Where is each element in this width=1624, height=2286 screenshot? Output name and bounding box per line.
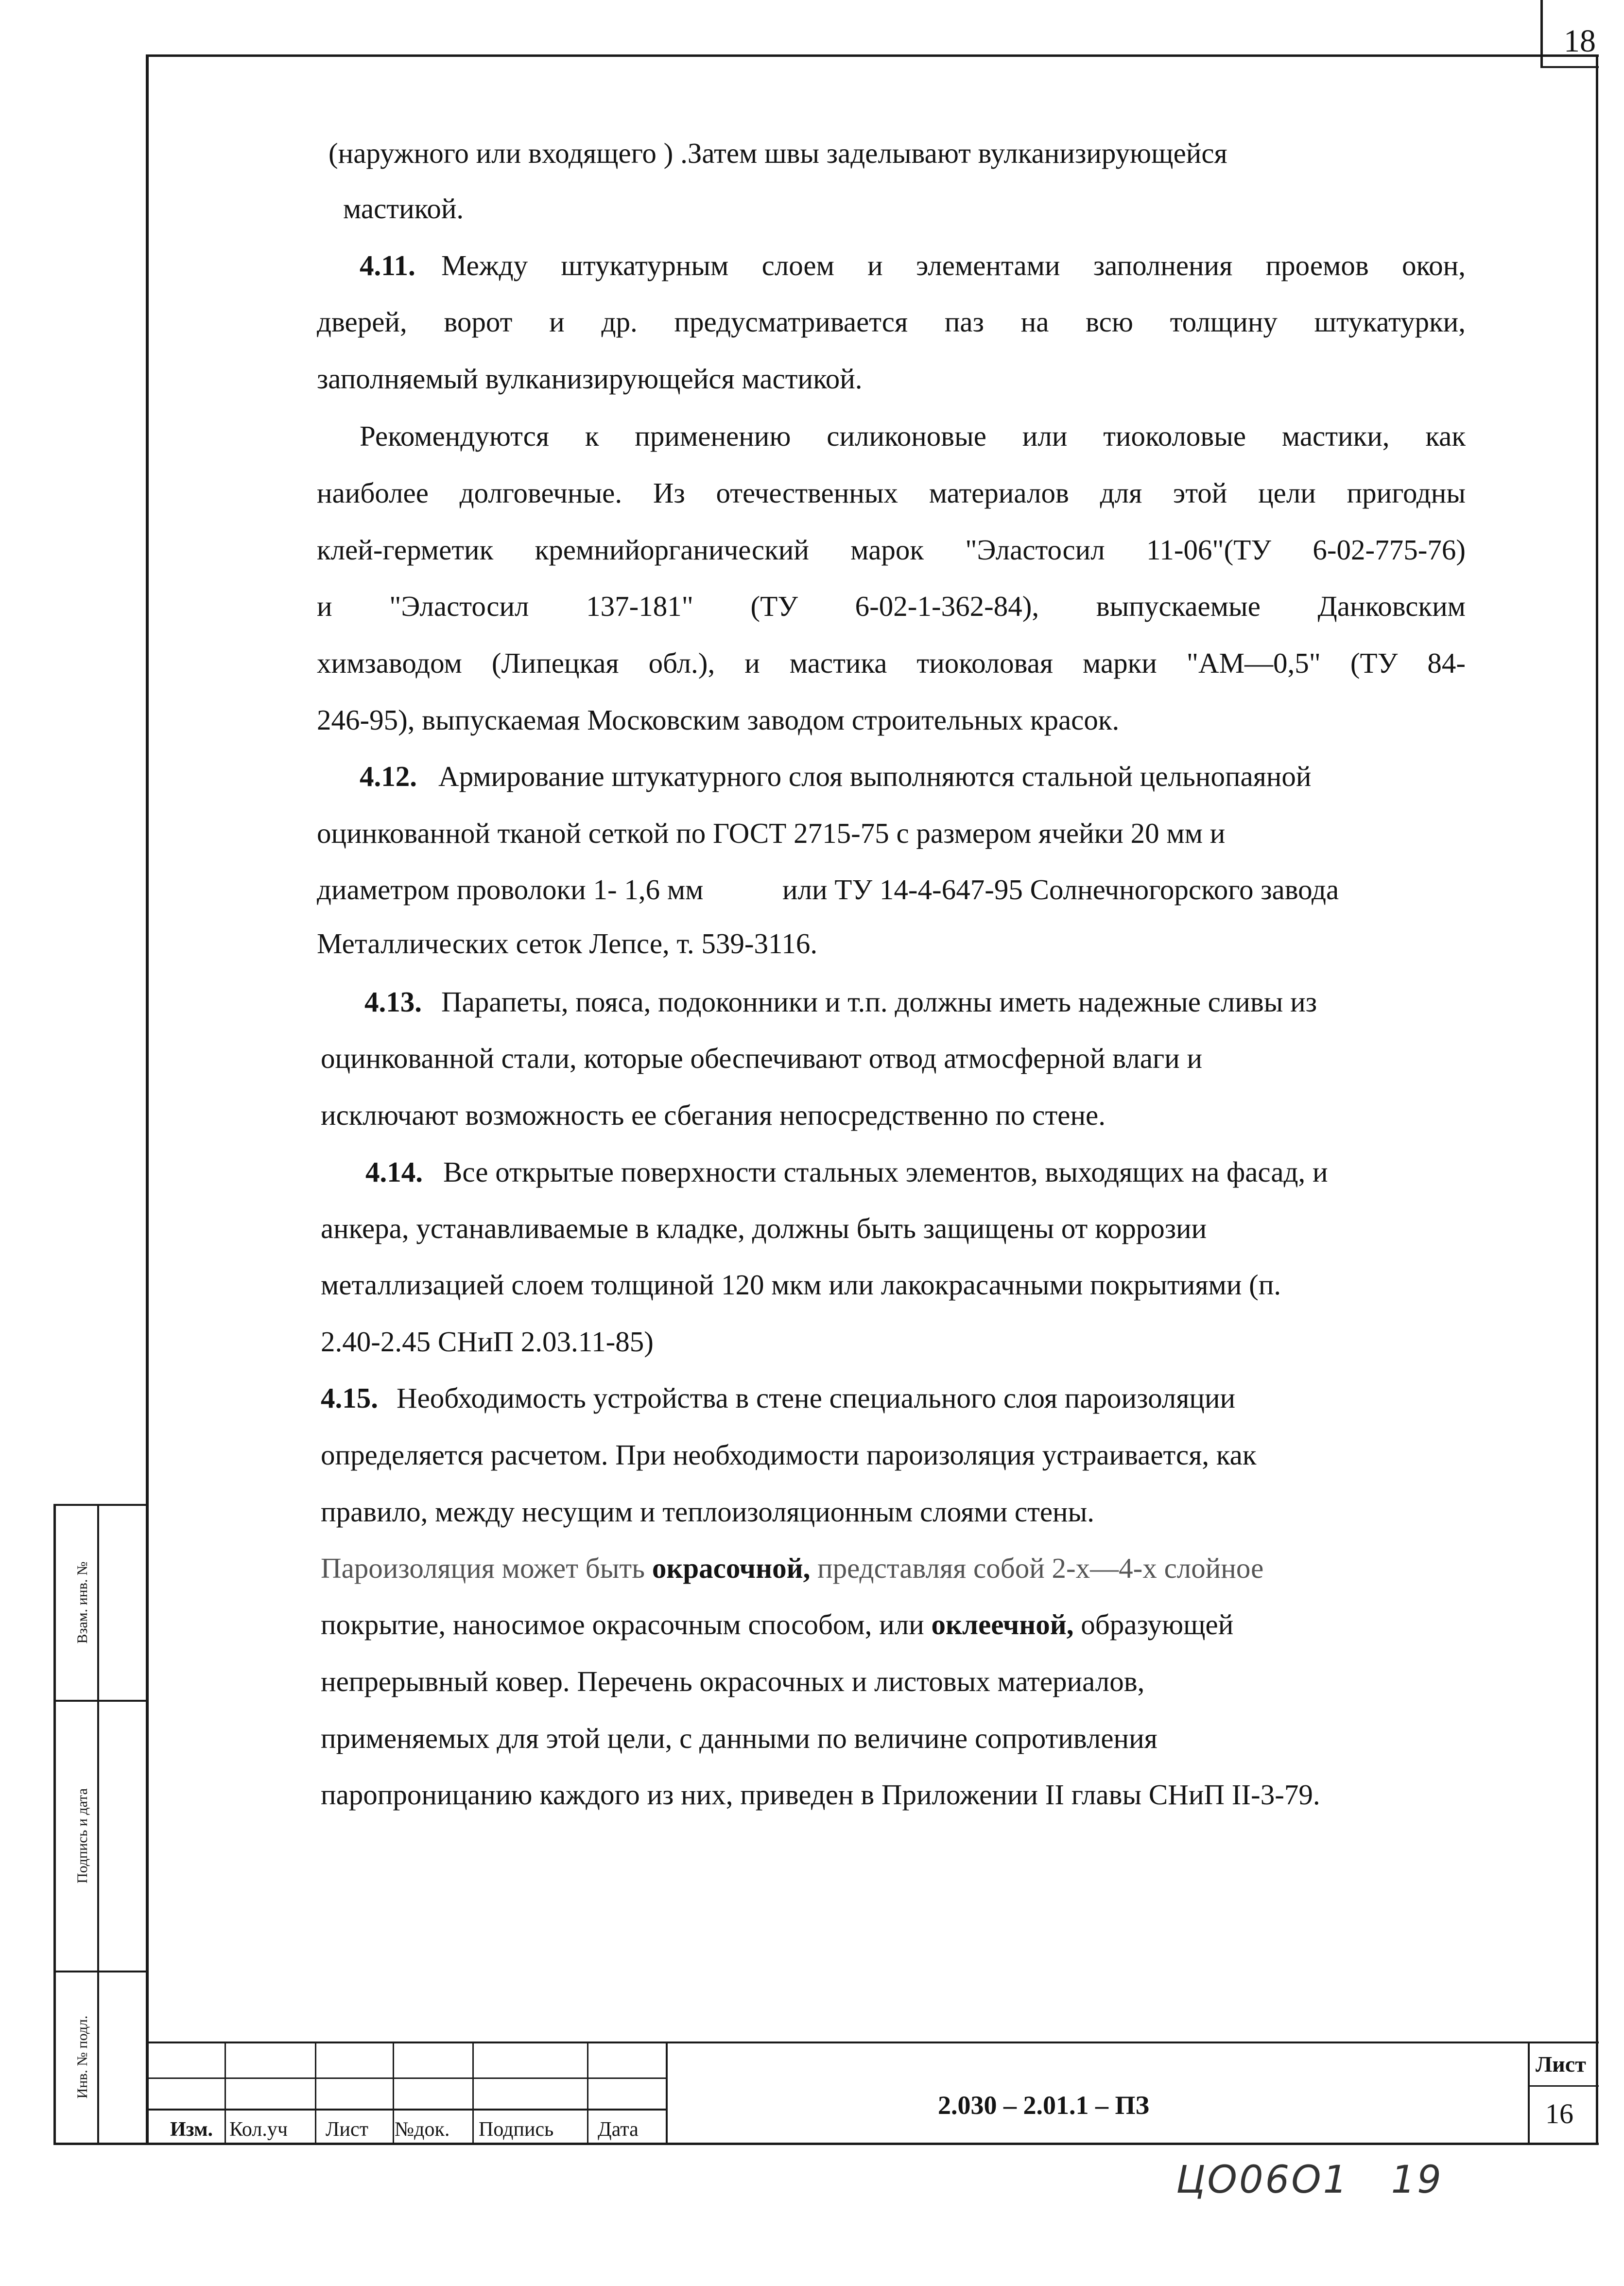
document-designation: 2.030 – 2.01.1 – ПЗ [938,2091,1150,2120]
text-line: исключают возможность ее сбегания непосредственно по стене. [321,1099,1106,1131]
tb-col-data: Дата [598,2118,639,2141]
text-span-bold: окрасочной, [652,1552,811,1584]
text-line: наиболее долговечные. Из отечественных материалов для этой цели пригодны [317,477,1466,509]
frame-top-line [146,54,1599,57]
text-line: правило, между несущим и теплоизоляционным слоями стены. [321,1496,1095,1528]
tb-vcol5 [587,2042,588,2144]
sheet-label: Лист [1536,2052,1586,2077]
side-label-podpis: Подпись и дата [74,1788,90,1884]
text-line: Металлических сеток Лепсе, т. 539-3116. [317,927,818,960]
text-line: применяемых для этой цели, с данными по величине сопротивления [321,1722,1158,1754]
text-line: паропроницанию каждого из них, приведен в Приложении II главы СНиП II-3-79. [321,1779,1320,1811]
text-line: или ТУ 14-4-647-95 Солнечногорского завода [782,873,1339,906]
text-line [321,1554,1263,1583]
section-number-4-15: 4.15. [321,1382,378,1414]
tb-vcol3 [393,2042,394,2144]
text-line: Между штукатурным слоем и элементами заполнения проемов окон, [441,249,1466,281]
text-line: 246-95), выпускаемая Московским заводом строительных красок. [317,704,1120,736]
text-line: оцинкованной стали, которые обеспечивают отвод атмосферной влаги и [321,1042,1203,1074]
text-line: мастикой. [343,192,464,225]
tb-col-podpis: Подпись [479,2118,554,2141]
tb-col-list: Лист [326,2118,368,2141]
tb-top [146,2042,1599,2043]
text-line: оцинкованной тканой сеткой по ГОСТ 2715-75 с размером ячейки 20 мм и [317,817,1226,849]
corner-box-bottom [1540,66,1599,68]
tb-col-izm: Изм. [170,2118,213,2141]
handwritten-code: ЦО06О1 19 [1176,2158,1443,2202]
text-line: заполняемый вулканизирующейся мастикой. [317,363,863,395]
tb-sheet-div [1528,2085,1599,2087]
text-line: непрерывный ковер. Перечень окрасочных и листовых материалов, [321,1665,1145,1697]
text-line: Необходимость устройства в стене специального слоя пароизоляции [397,1382,1236,1414]
tb-vcol2 [315,2042,316,2144]
section-number-4-13: 4.13. [364,986,422,1018]
text-line: анкера, устанавливаемые в кладке, должны быть защищены от коррозии [321,1212,1207,1244]
text-line: (наружного или входящего ) .Затем швы заделывают вулканизирующейся [328,137,1227,169]
text-line: диаметром проволоки 1- 1,6 мм [317,873,704,906]
tb-row2 [146,2109,667,2111]
side-stamp-mid [97,1504,99,2144]
frame-bottom-line [53,2143,1599,2145]
text-span: представляя собой 2-х—4-х слойное [817,1552,1264,1584]
frame-right-line [1596,54,1598,2145]
text-span-bold: оклеечной, [931,1608,1074,1640]
corner-box-left [1540,0,1543,68]
tb-vcol4 [472,2042,474,2144]
text-line: химзаводом (Липецкая обл.), и мастика тиоколовая марки "АМ—0,5" (ТУ 84- [317,647,1466,679]
tb-vcol6 [666,2042,668,2144]
section-number-4-11: 4.11. [360,249,415,281]
tb-vcol1 [225,2042,226,2144]
text-line: и "Эластосил 137-181" (ТУ 6-02-1-362-84), выпускаемые Данковским [317,590,1466,622]
tb-col-kol: Кол.уч [229,2118,288,2141]
text-line: клей-герметик кремнийорганический марок "Эластосил 11-06"(ТУ 6-02-775-76) [317,534,1466,566]
tb-row1 [146,2077,667,2079]
corner-page-number: 18 [1564,23,1596,59]
text-line: 2.40-2.45 СНиП 2.03.11-85) [321,1326,654,1358]
text-span: покрытие, наносимое окрасочным способом, или [321,1608,924,1640]
side-label-vzam: Взам. инв. № [74,1561,90,1644]
text-line: дверей, ворот и др. предусматривается паз на всю толщину штукатурки, [317,306,1466,338]
side-stamp-div1 [53,1700,147,1702]
text-line: металлизацией слоем толщиной 120 мкм или лакокрасачными покрытиями (п. [321,1269,1281,1301]
text-line [321,1610,1233,1639]
side-stamp-top [53,1504,147,1506]
side-label-inv: Инв. № подл. [74,2015,90,2099]
tb-col-ndok: №док. [395,2118,450,2141]
side-stamp-div2 [53,1971,147,1972]
text-line: Рекомендуются к применению силиконовые или тиоколовые мастики, как [360,420,1466,452]
section-number-4-12: 4.12. [360,760,417,792]
section-number-4-14: 4.14. [365,1156,423,1188]
text-line: определяется расчетом. При необходимости пароизоляция устраивается, как [321,1439,1257,1471]
side-stamp-left [53,1504,56,2144]
frame-left-line [146,54,149,2145]
text-line: Парапеты, пояса, подоконники и т.п. должны иметь надежные сливы из [441,986,1317,1018]
tb-sheet-left [1528,2042,1530,2144]
text-span: Пароизоляция может быть [321,1552,645,1584]
sheet-number: 16 [1545,2098,1573,2129]
text-line: Все открытые поверхности стальных элементов, выходящих на фасад, и [443,1156,1328,1188]
text-span: образующей [1081,1608,1234,1640]
text-line: Армирование штукатурного слоя выполняются стальной цельнопаяной [438,760,1312,792]
